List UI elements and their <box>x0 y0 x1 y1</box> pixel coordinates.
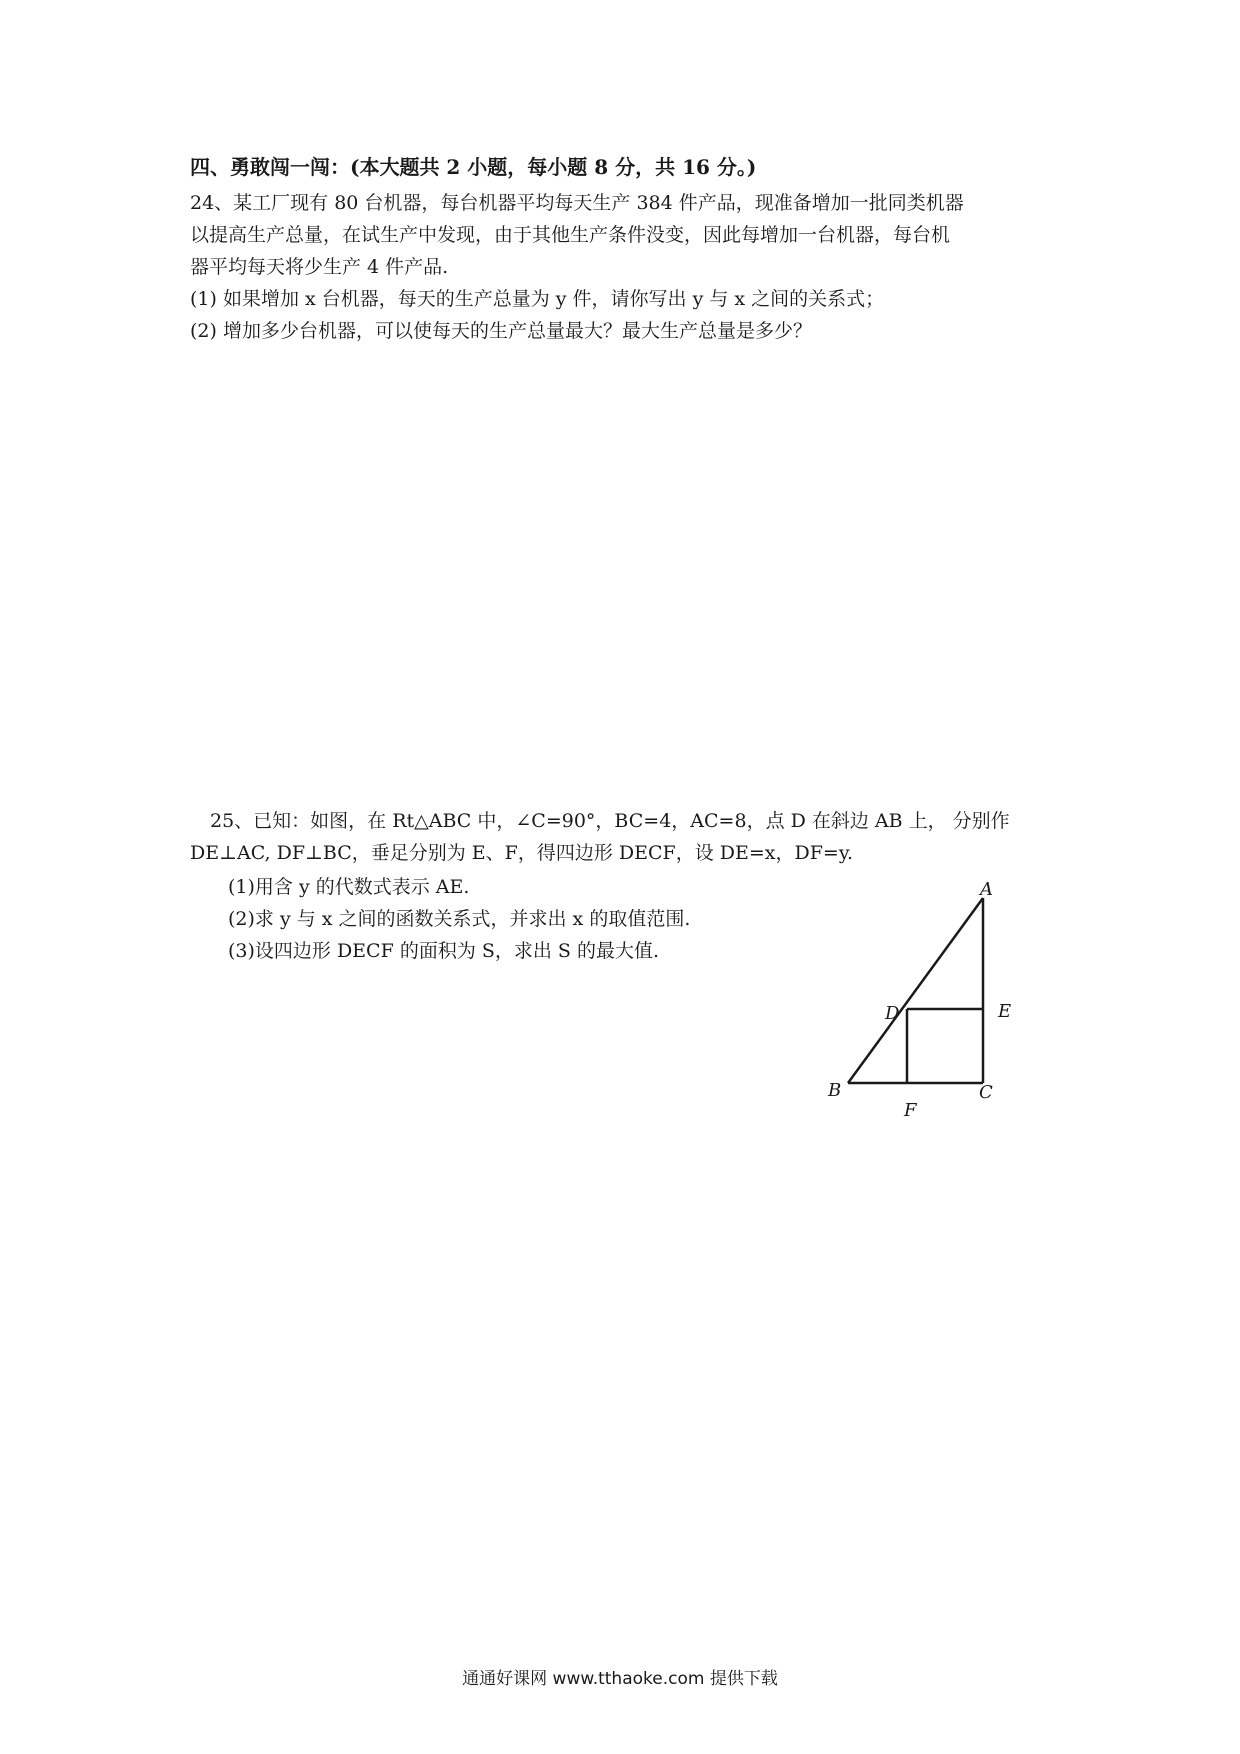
q25-text-line-2: DE⊥AC, DF⊥BC，垂足分别为 E、F，得四边形 DECF，设 DE=x，DF=y. <box>190 842 854 864</box>
q24-text-line-2: 以提高生产总量，在试生产中发现，由于其他生产条件没变，因此每增加一台机器，每台机 <box>190 224 951 246</box>
q25-text-line-1: 25、已知：如图，在 Rt△ABC 中，∠C=90°，BC=4，AC=8，点 D 在斜边 AB 上， 分别作 <box>210 810 1010 832</box>
label-b: B <box>828 1080 842 1101</box>
q25-part-3: (3)设四边形 DECF 的面积为 S，求出 S 的最大值. <box>228 940 660 962</box>
q24-text-line-1: 24、某工厂现有 80 台机器，每台机器平均每天生产 384 件产品，现准备增加一批同类机器 <box>190 192 964 214</box>
q24-text-line-3: 器平均每天将少生产 4 件产品. <box>190 256 449 278</box>
q25-part-1: (1)用含 y 的代数式表示 AE. <box>228 876 470 898</box>
q25-part-2: (2)求 y 与 x 之间的函数关系式，并求出 x 的取值范围. <box>228 908 691 930</box>
label-a: A <box>980 879 993 900</box>
label-e: E <box>998 1001 1012 1022</box>
footer: 通通好课网 www.tthaoke.com 提供下载 <box>462 1669 778 1689</box>
q24-part-2: (2) 增加多少台机器，可以使每天的生产总量最大？最大生产总量是多少？ <box>190 320 812 342</box>
segment-ab <box>848 898 983 1083</box>
label-f: F <box>904 1100 917 1121</box>
label-c: C <box>979 1082 993 1103</box>
section-heading: 四、勇敢闯一闯：(本大题共 2 小题，每小题 8 分，共 16 分。) <box>190 155 757 179</box>
label-d: D <box>885 1003 900 1024</box>
q24-part-1: (1) 如果增加 x 台机器，每天的生产总量为 y 件，请你写出 y 与 x 之间的关系式； <box>190 288 885 310</box>
